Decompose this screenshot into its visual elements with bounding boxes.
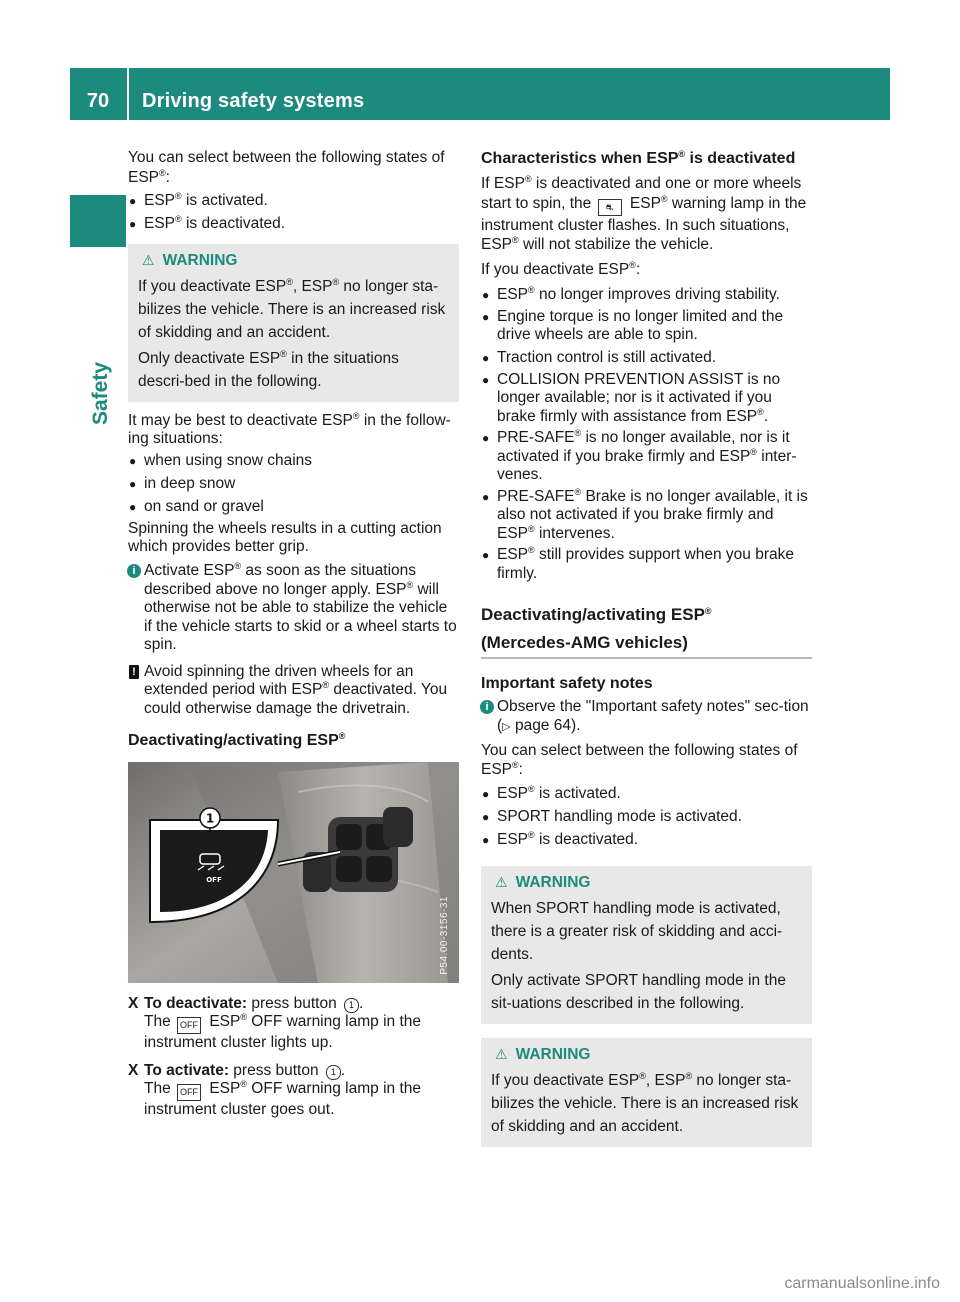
warning-text: Only activate SPORT handling mode in the sit-uations described in the following. bbox=[491, 972, 786, 1012]
section-label: Safety bbox=[89, 361, 112, 425]
exclamation-icon: ! bbox=[129, 665, 139, 679]
warning-text: If you deactivate ESP®, ESP® no longer sta-bilizes the vehicle. There is an increased risk of skidding and an accident. bbox=[138, 277, 446, 341]
list-item: ● PRE-SAFE® is no longer available, nor is it activated if you brake firmly and ESP® inter-venes. bbox=[482, 428, 797, 483]
page-number: 70 bbox=[86, 90, 110, 112]
console-photo-drawing bbox=[128, 762, 459, 983]
intro-text: You can select between the following states of ESP®: bbox=[128, 149, 445, 186]
section-heading: Deactivating/activating ESP® bbox=[481, 605, 712, 624]
warning-title: ⚠ WARNING bbox=[495, 1046, 591, 1063]
left-column bbox=[128, 148, 459, 1129]
warning-title: ⚠ WARNING bbox=[495, 874, 591, 891]
list-item: ● ESP® still provides support when you brake firmly. bbox=[482, 545, 794, 582]
step-deactivate: X To deactivate: press button 1 . The OFF ESP® OFF warning lamp in the instrument cluster lights up. bbox=[128, 995, 421, 1051]
deactivate-intro: If you deactivate ESP®: bbox=[481, 259, 641, 278]
section-tab bbox=[70, 195, 126, 247]
list-item: ● on sand or gravel bbox=[129, 498, 264, 515]
warning-text: If you deactivate ESP®, ESP® no longer sta-bilizes the vehicle. There is an increased risk of skidding and an accident. bbox=[491, 1071, 799, 1135]
page-footer bbox=[0, 1270, 960, 1302]
page-header bbox=[70, 68, 890, 120]
watermark: carmanualsonline.info bbox=[784, 1275, 940, 1292]
info-icon: i bbox=[480, 700, 494, 714]
console-photo bbox=[128, 762, 459, 983]
warning-title: ⚠ WARNING bbox=[142, 252, 238, 269]
car-skid-icon: ⛐ bbox=[598, 199, 622, 216]
warning-text: Only deactivate ESP® in the situations descri-bed in the following. bbox=[138, 349, 399, 390]
step-activate: X To activate: press button 1 . The OFF ESP® OFF warning lamp in the instrument cluster goes out. bbox=[128, 1062, 421, 1118]
svg-text:1: 1 bbox=[205, 811, 215, 826]
caution-note: ! Avoid spinning the driven wheels for an extended period with ESP® deactivated. You could otherwise damage the drivetrain. bbox=[128, 663, 459, 719]
list-item: ● ESP® is activated. bbox=[482, 784, 621, 802]
step-marker-icon: X bbox=[128, 995, 139, 1012]
warning-triangle-icon: ⚠ bbox=[495, 874, 508, 890]
list-item: ● ESP® is activated. bbox=[129, 191, 268, 209]
list-item: ● when using snow chains bbox=[129, 452, 313, 469]
esp-off-icon: OFF bbox=[177, 1084, 201, 1101]
figure-code: P54.00-3156-31 bbox=[439, 896, 450, 975]
step-marker-icon: X bbox=[128, 1062, 139, 1079]
warning-box bbox=[481, 1038, 812, 1147]
list-item: ● in deep snow bbox=[129, 475, 236, 492]
list-item: ● ESP® is deactivated. bbox=[482, 830, 639, 848]
svg-text:OFF: OFF bbox=[206, 876, 222, 884]
list-item: ● Engine torque is no longer limited and the drive wheels are able to spin. bbox=[482, 307, 784, 343]
list-item: ● COLLISION PREVENTION ASSIST is no longer available; nor is it activated if you brake firmly with assistance from ESP®. bbox=[482, 370, 781, 425]
right-column bbox=[481, 148, 812, 1157]
list-item: ● SPORT handling mode is activated. bbox=[482, 808, 742, 825]
warning-text: When SPORT handling mode is activated, there is a greater risk of skidding and acci-dents. bbox=[491, 900, 783, 963]
situations-intro: It may be best to deactivate ESP® in the follow-ing situations: bbox=[128, 411, 451, 447]
list-item: ● ESP® is deactivated. bbox=[129, 214, 286, 232]
list-item: ● Traction control is still activated. bbox=[482, 348, 717, 366]
info-note: i Activate ESP® as soon as the situations described above no longer apply. ESP® will otherwise not be able to stabilize the vehicle if the vehicle starts to skid or a wheel starts to spin. bbox=[128, 562, 459, 655]
warning-box bbox=[481, 866, 812, 1024]
section-heading-continued: (Mercedes-AMG vehicles) bbox=[481, 633, 688, 652]
page-title: Driving safety systems bbox=[142, 90, 365, 112]
section-heading: Characteristics when ESP® is deactivated bbox=[481, 149, 796, 167]
section-heading: Deactivating/activating ESP® bbox=[128, 731, 346, 749]
list-item: ● PRE-SAFE® Brake is no longer available, it is also not activated if you brake firmly and ESP® intervenes. bbox=[482, 486, 808, 542]
subsection-heading: Important safety notes bbox=[481, 675, 653, 692]
warning-box bbox=[128, 244, 459, 402]
page-ref-arrow-icon: ▷ bbox=[502, 720, 511, 733]
callout-1-icon: 1 bbox=[344, 998, 359, 1013]
callout-1-icon: 1 bbox=[326, 1065, 341, 1080]
esp-off-icon: OFF bbox=[177, 1017, 201, 1034]
spinning-text: Spinning the wheels results in a cutting action which provides better grip. bbox=[128, 520, 442, 555]
heading-rule bbox=[481, 657, 812, 659]
select-intro: You can select between the following states of ESP®: bbox=[481, 742, 798, 778]
warning-triangle-icon: ⚠ bbox=[495, 1046, 508, 1062]
info-note: i Observe the "Important safety notes" sec-tion (▷ page 64). bbox=[481, 698, 812, 736]
list-item: ● ESP® no longer improves driving stability. bbox=[482, 284, 780, 303]
warning-triangle-icon: ⚠ bbox=[142, 252, 155, 268]
info-icon: i bbox=[127, 564, 141, 578]
header-divider bbox=[127, 68, 129, 120]
characteristics-text: If ESP® is deactivated and one or more wheels start to spin, the ⛐ ESP® warning lamp in the instrument cluster flashes. In such situations, ESP® will not stabilize the vehicle. bbox=[481, 174, 807, 253]
